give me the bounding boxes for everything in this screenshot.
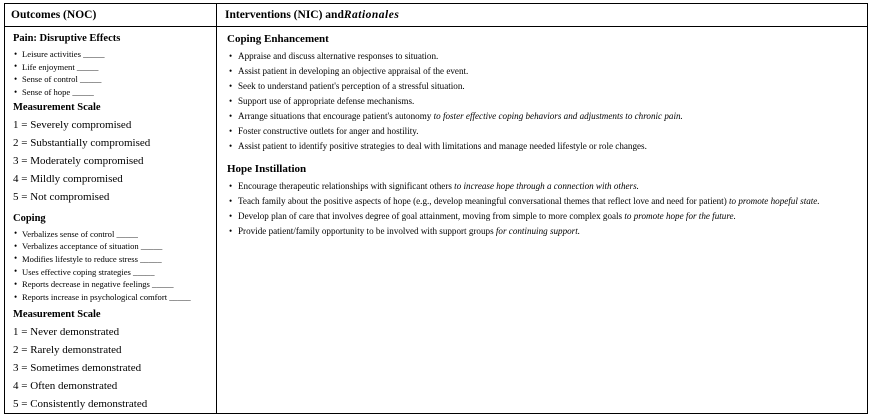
header-interventions-label: Interventions (NIC) and (225, 9, 344, 21)
list-item: 1 = Severely compromised (13, 119, 132, 132)
list-item: 3 = Sometimes demonstrated (13, 361, 142, 374)
list-item (227, 80, 859, 94)
rationale-text: to promote hope for the future. (624, 211, 736, 222)
care-plan-table (4, 3, 868, 414)
list-item: • Leisure activities _____ (13, 48, 210, 60)
intervention-text: Seek to understand patient's perception of a stressful situation. (238, 80, 465, 91)
list-item: • Modifies lifestyle to reduce stress _____ (13, 253, 210, 265)
intervention-text: Provide patient/family opportunity to be involved with support groups (238, 226, 496, 237)
pain-disruptive-effects-list (13, 48, 210, 98)
list-item (227, 195, 859, 209)
header-cell-outcomes (5, 4, 217, 26)
intervention-text: Foster constructive outlets for anger and hostility. (238, 126, 419, 137)
section-title-measurement-scale-1: Measurement Scale (13, 102, 101, 114)
list-item (227, 125, 859, 139)
list-item: 4 = Often demonstrated (13, 379, 118, 392)
section-title-hope-instillation: Hope Instillation (227, 163, 307, 176)
header-cell-interventions (217, 4, 867, 26)
section-title-coping-enhancement: Coping Enhancement (227, 33, 329, 45)
rationale-text: for continuing support. (495, 226, 581, 237)
header-rationales-label: Rationales (343, 9, 400, 21)
list-item (227, 225, 859, 239)
list-item (227, 110, 859, 124)
list-item (227, 140, 859, 154)
table-body-row (5, 27, 867, 413)
list-item: • Reports decrease in negative feelings _____ (13, 278, 210, 290)
list-item: • Reports increase in psychological comfort _____ (13, 291, 210, 303)
header-outcomes-label: Outcomes (NOC) (11, 9, 97, 21)
list-item (227, 95, 859, 109)
list-item: • Verbalizes sense of control _____ (13, 228, 210, 240)
list-item: 2 = Substantially compromised (13, 137, 151, 150)
list-item: 3 = Moderately compromised (13, 155, 144, 168)
list-item: • Uses effective coping strategies _____ (13, 266, 210, 278)
list-item: • Sense of control _____ (13, 73, 210, 85)
list-item: 2 = Rarely demonstrated (13, 344, 122, 357)
rationale-text: to promote hopeful state. (729, 195, 820, 206)
list-item (227, 65, 859, 79)
intervention-text: Assist patient to identify positive strategies to deal with limitations and manage needed lifestyle or role changes. (238, 141, 647, 152)
list-item: • Verbalizes acceptance of situation _____ (13, 240, 210, 252)
intervention-text: Arrange situations that encourage patient's autonomy (238, 111, 434, 122)
intervention-text: Develop plan of care that involves degree of goal attainment, moving from simple to more complex goals (238, 211, 625, 222)
list-item: 5 = Consistently demonstrated (13, 397, 148, 410)
intervention-text: Appraise and discuss alternative responses to situation. (238, 50, 439, 61)
intervention-text: Encourage therapeutic relationships with significant others (238, 180, 455, 191)
list-item: • Life enjoyment _____ (13, 61, 210, 73)
list-item (227, 210, 859, 224)
section-title-coping: Coping (13, 212, 46, 224)
list-item (227, 50, 859, 64)
outcomes-cell (5, 27, 217, 413)
measurement-scale-2-list (13, 324, 210, 413)
intervention-text: Support use of appropriate defense mechanisms. (238, 96, 415, 107)
intervention-text: Assist patient in developing an objective appraisal of the event. (238, 65, 469, 76)
section-title-measurement-scale-2: Measurement Scale (13, 309, 101, 321)
list-item (227, 180, 859, 194)
rationale-text: to foster effective coping behaviors and adjustments to chronic pain. (433, 111, 683, 122)
list-item: 1 = Never demonstrated (13, 326, 120, 339)
interventions-content (217, 27, 867, 247)
section-title-pain-disruptive-effects: Pain: Disruptive Effects (13, 33, 121, 44)
rationale-text: to increase hope through a connection with others. (454, 180, 639, 191)
measurement-scale-1-list (13, 117, 210, 206)
list-item: • Sense of hope _____ (13, 86, 210, 98)
table-header-row (5, 4, 867, 27)
list-item: 5 = Not compromised (13, 190, 110, 203)
list-item: 4 = Mildly compromised (13, 172, 123, 185)
intervention-text: Teach family about the positive aspects of hope (e.g., develop meaningful conversational themes that reflect love and need for patient) (238, 195, 730, 206)
coping-enhancement-list (227, 50, 859, 154)
interventions-cell (217, 27, 867, 413)
hope-instillation-list (227, 180, 859, 239)
outcomes-content (5, 27, 216, 417)
coping-outcomes-list (13, 228, 210, 304)
